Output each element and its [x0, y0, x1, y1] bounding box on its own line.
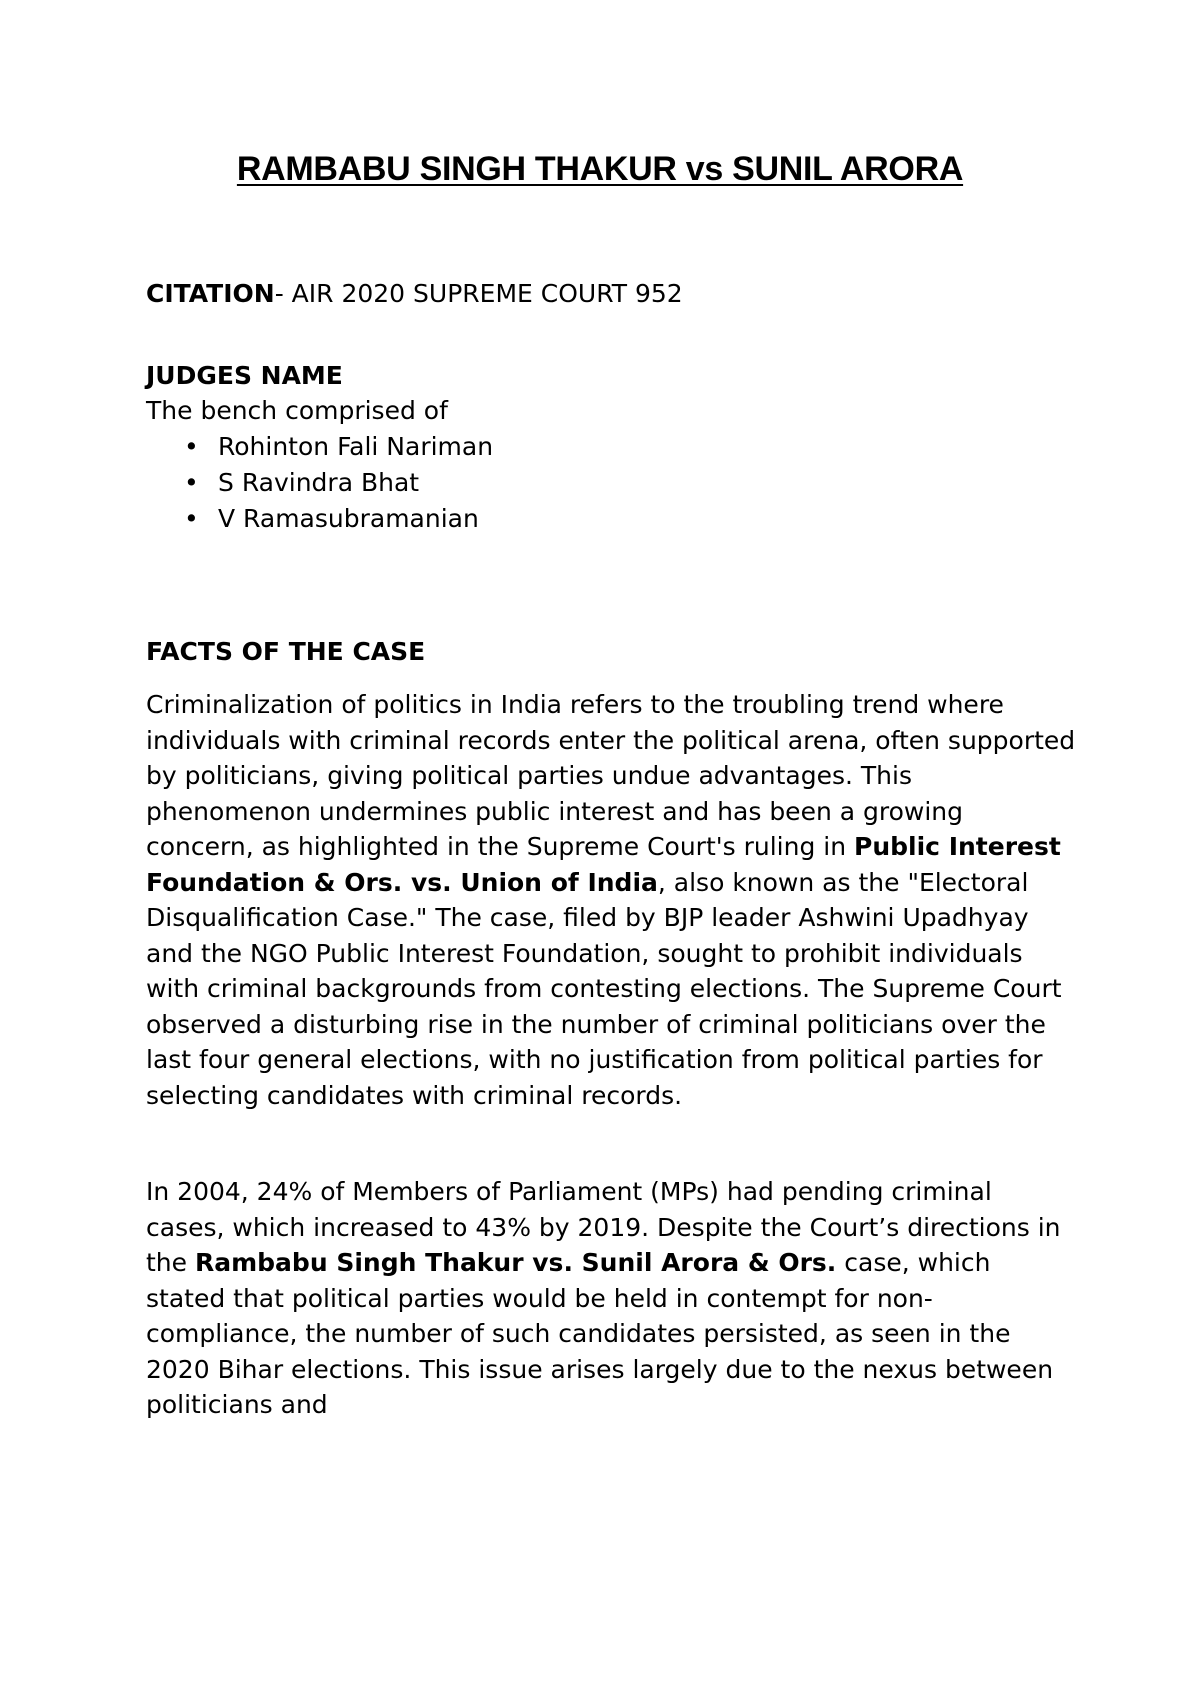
spacer [146, 1113, 1076, 1174]
judge-item [146, 501, 1076, 537]
bullet-icon: • [184, 467, 199, 497]
judge-item [146, 429, 1076, 465]
bullet-icon: • [184, 503, 199, 533]
bench-intro: The bench comprised of [146, 396, 448, 425]
judge-item [146, 465, 1076, 501]
case-reference: Public Interest Foundation & Ors. vs. Union of India [146, 832, 1061, 897]
facts-text: case, which stated that political parties would be held in contempt for non-compliance, the number of such candidates persisted, as seen in the 2020 Bihar elections. This issue arises largely due to the nexus between politicians and [146, 1248, 1054, 1419]
bullet-icon: • [184, 431, 199, 461]
spacer [146, 312, 1076, 358]
facts-paragraph [146, 1174, 1076, 1423]
judge-name: S Ravindra Bhat [218, 467, 420, 497]
judge-name: Rohinton Fali Nariman [218, 431, 494, 461]
facts-text: Criminalization of politics in India refers to the troubling trend where individuals with criminal records enter the political arena, often supported by politicians, giving political parties undue advantages. This phenomenon undermines public interest and has been a growing concern, as highlighted in the Supreme Court's ruling in [146, 690, 1076, 861]
judges-heading: JUDGES NAME [146, 360, 343, 390]
facts-heading: FACTS OF THE CASE [146, 636, 426, 666]
facts-paragraph [146, 687, 1076, 1113]
document-body [146, 276, 1076, 1423]
facts-text: In 2004, 24% of Members of Parliament (MPs) had pending criminal cases, which increased to 43% by 2019. Despite the Court’s directions in the [146, 1177, 1061, 1277]
judge-name: V Ramasubramanian [218, 503, 479, 533]
case-reference: Rambabu Singh Thakur vs. Sunil Arora & Ors. [194, 1248, 837, 1277]
citation-label: CITATION [146, 279, 275, 308]
spacer [146, 669, 1076, 687]
citation-line [146, 276, 1076, 312]
citation-value: - AIR 2020 SUPREME COURT 952 [274, 279, 683, 308]
judges-list [146, 429, 1076, 537]
document-title: RAMBABU SINGH THAKUR vs SUNIL ARORA [236, 150, 964, 188]
spacer [146, 537, 1076, 634]
facts-text: , also known as the "Electoral Disqualification Case." The case, filed by BJP leader Ashwini Upadhyay and the NGO Public Interest Foundation, sought to prohibit individuals with criminal backgrounds from contesting elections. The Supreme Court observed a disturbing rise in the number of criminal politicians over the last four general elections, with no justification from political parties for selecting candidates with criminal records. [146, 867, 1062, 1110]
